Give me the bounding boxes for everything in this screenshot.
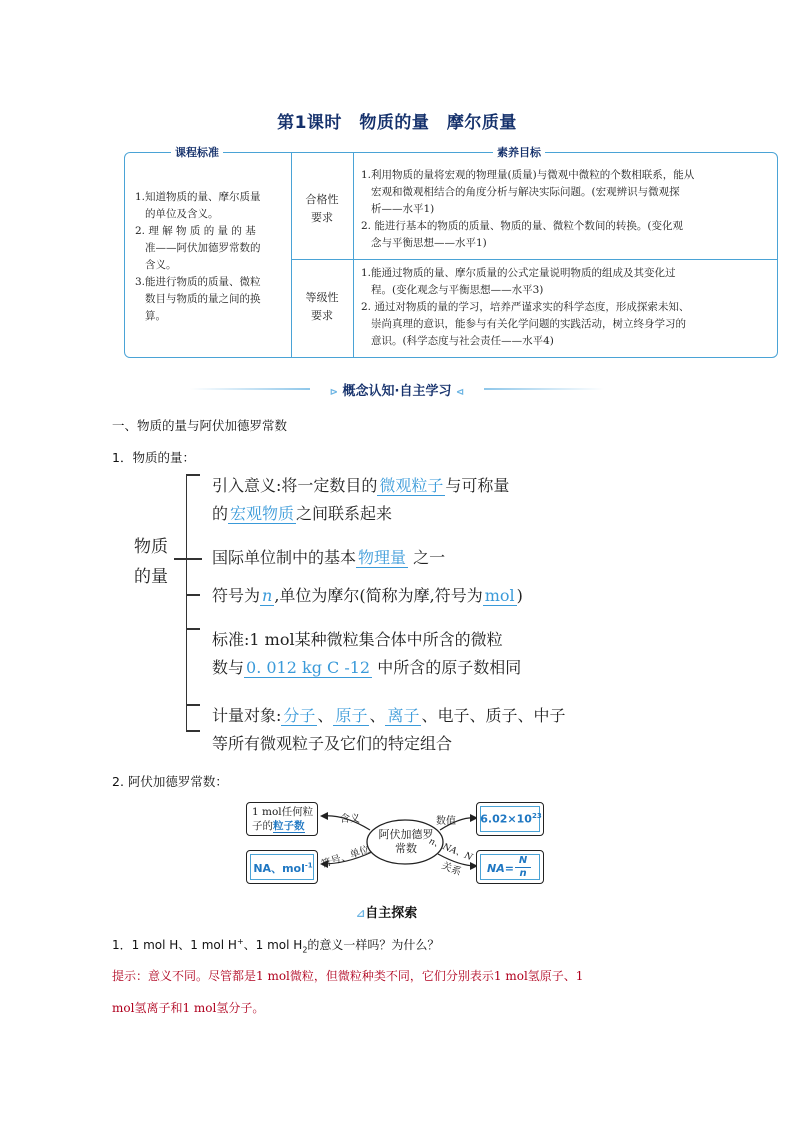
concept-row-standard: 标准:1 mol某种微粒集合体中所含的微粒 数与 0. 012 kg C -12 中所含的原子数相同 [212, 630, 522, 677]
diagram-center: 阿伏加德罗 常数 [378, 828, 434, 855]
item-1-heading: 1．物质的量： [112, 450, 195, 465]
hint-line-1: 提示：意义不同。尽管都是1 mol微粒，但微粒种类不同，它们分别表示1 mol氢原子、1 [112, 969, 584, 983]
banner-text: 概念认知·自主学习 [342, 384, 452, 399]
label-symbol-unit: 符号、单位 [320, 844, 372, 871]
label-nnan: n、NA、N [427, 836, 474, 864]
page-title: 第1课时 物质的量 摩尔质量 [277, 113, 517, 133]
concept-row-intro: 引入意义:将一定数目的 微观粒子 与可称量 的 宏观物质 之间联系起来 [212, 476, 510, 523]
explore-heading: ⊿自主探索 [356, 906, 418, 921]
question-1: 1．1 mol H、1 mol H+、1 mol $H_2$的意义一样吗？为什么？ [112, 937, 440, 955]
concept-row-symbol: 符号为 n ,单位为摩尔(简称为摩,符号为 mol ) [212, 586, 523, 605]
concept-center-line1: 物质 [134, 537, 168, 557]
section-heading: 一、物质的量与阿伏加德罗常数 [112, 418, 288, 433]
course-standard-header: 课程标准 [171, 144, 223, 160]
pass-items: 1.利用物质的量将宏观的物理量(质量)与微观中微粒的个数相联系，能从 宏观和微观相结合的角度分析与解决实际问题。(宏观辨识与微观探 析——水平1) 2. 能进行基本的物质的质量、物质的量、微粒个数间的转换。(变化观 念与平衡思想——水平1) [361, 169, 695, 249]
label-relation: 关系 [439, 860, 463, 879]
banner-left-icon: ⊳ [329, 387, 338, 398]
explore-icon: ⊿ [356, 907, 366, 920]
hint-line-2: mol氢离子和1 mol氢分子。 [112, 1001, 265, 1015]
concept-row-objects: 计量对象: 分子 、 原子 、 离子 、电子、质子、中子 等所有微观粒子及它们的特定组合 [212, 706, 566, 753]
concept-center-line2: 的量 [134, 567, 168, 587]
relation-box: NA= N n [476, 850, 544, 884]
grade-level-label: 等级性 要求 [305, 291, 339, 322]
concept-row-unit: 国际单位制中的基本 物理量 之一 [212, 548, 446, 567]
literacy-goal-header: 素养目标 [493, 144, 545, 160]
item-2-heading: 2. 阿伏加德罗常数： [112, 774, 228, 789]
section-banner [190, 380, 604, 398]
standards-table [124, 146, 778, 358]
meaning-box: 1 mol任何粒 子的粒子数 [246, 802, 318, 836]
symbol-unit-box: NA、mol$^{-1}$ [246, 850, 318, 884]
label-value: 数值 [436, 816, 456, 827]
standard-items: 1.知道物质的量、摩尔质量 的单位及含义。 2. 理 解 物 质 的 量 的 基 准——阿伏加德罗常数的 含义。 3.能进行物质的质量、微粒 数目与物质的量之间的换 算。 [135, 191, 261, 322]
label-meaning: 含义 [340, 814, 360, 825]
pass-level-label: 合格性 要求 [305, 193, 339, 224]
value-box: $6.02\times 10^{23}$ [476, 802, 544, 836]
grade-items: 1.能通过物质的量、摩尔质量的公式定量说明物质的组成及其变化过 程。(变化观念与平衡思想——水平3) 2. 通过对物质的量的学习，培养严谨求实的科学态度，形成探索未知、 崇尚真理的意识，能参与有关化学问题的实践活动，树立终身学习的 意识。(科学态度与社会责任——水平4) [361, 267, 690, 347]
banner-right-icon: ⊲ [456, 387, 465, 398]
